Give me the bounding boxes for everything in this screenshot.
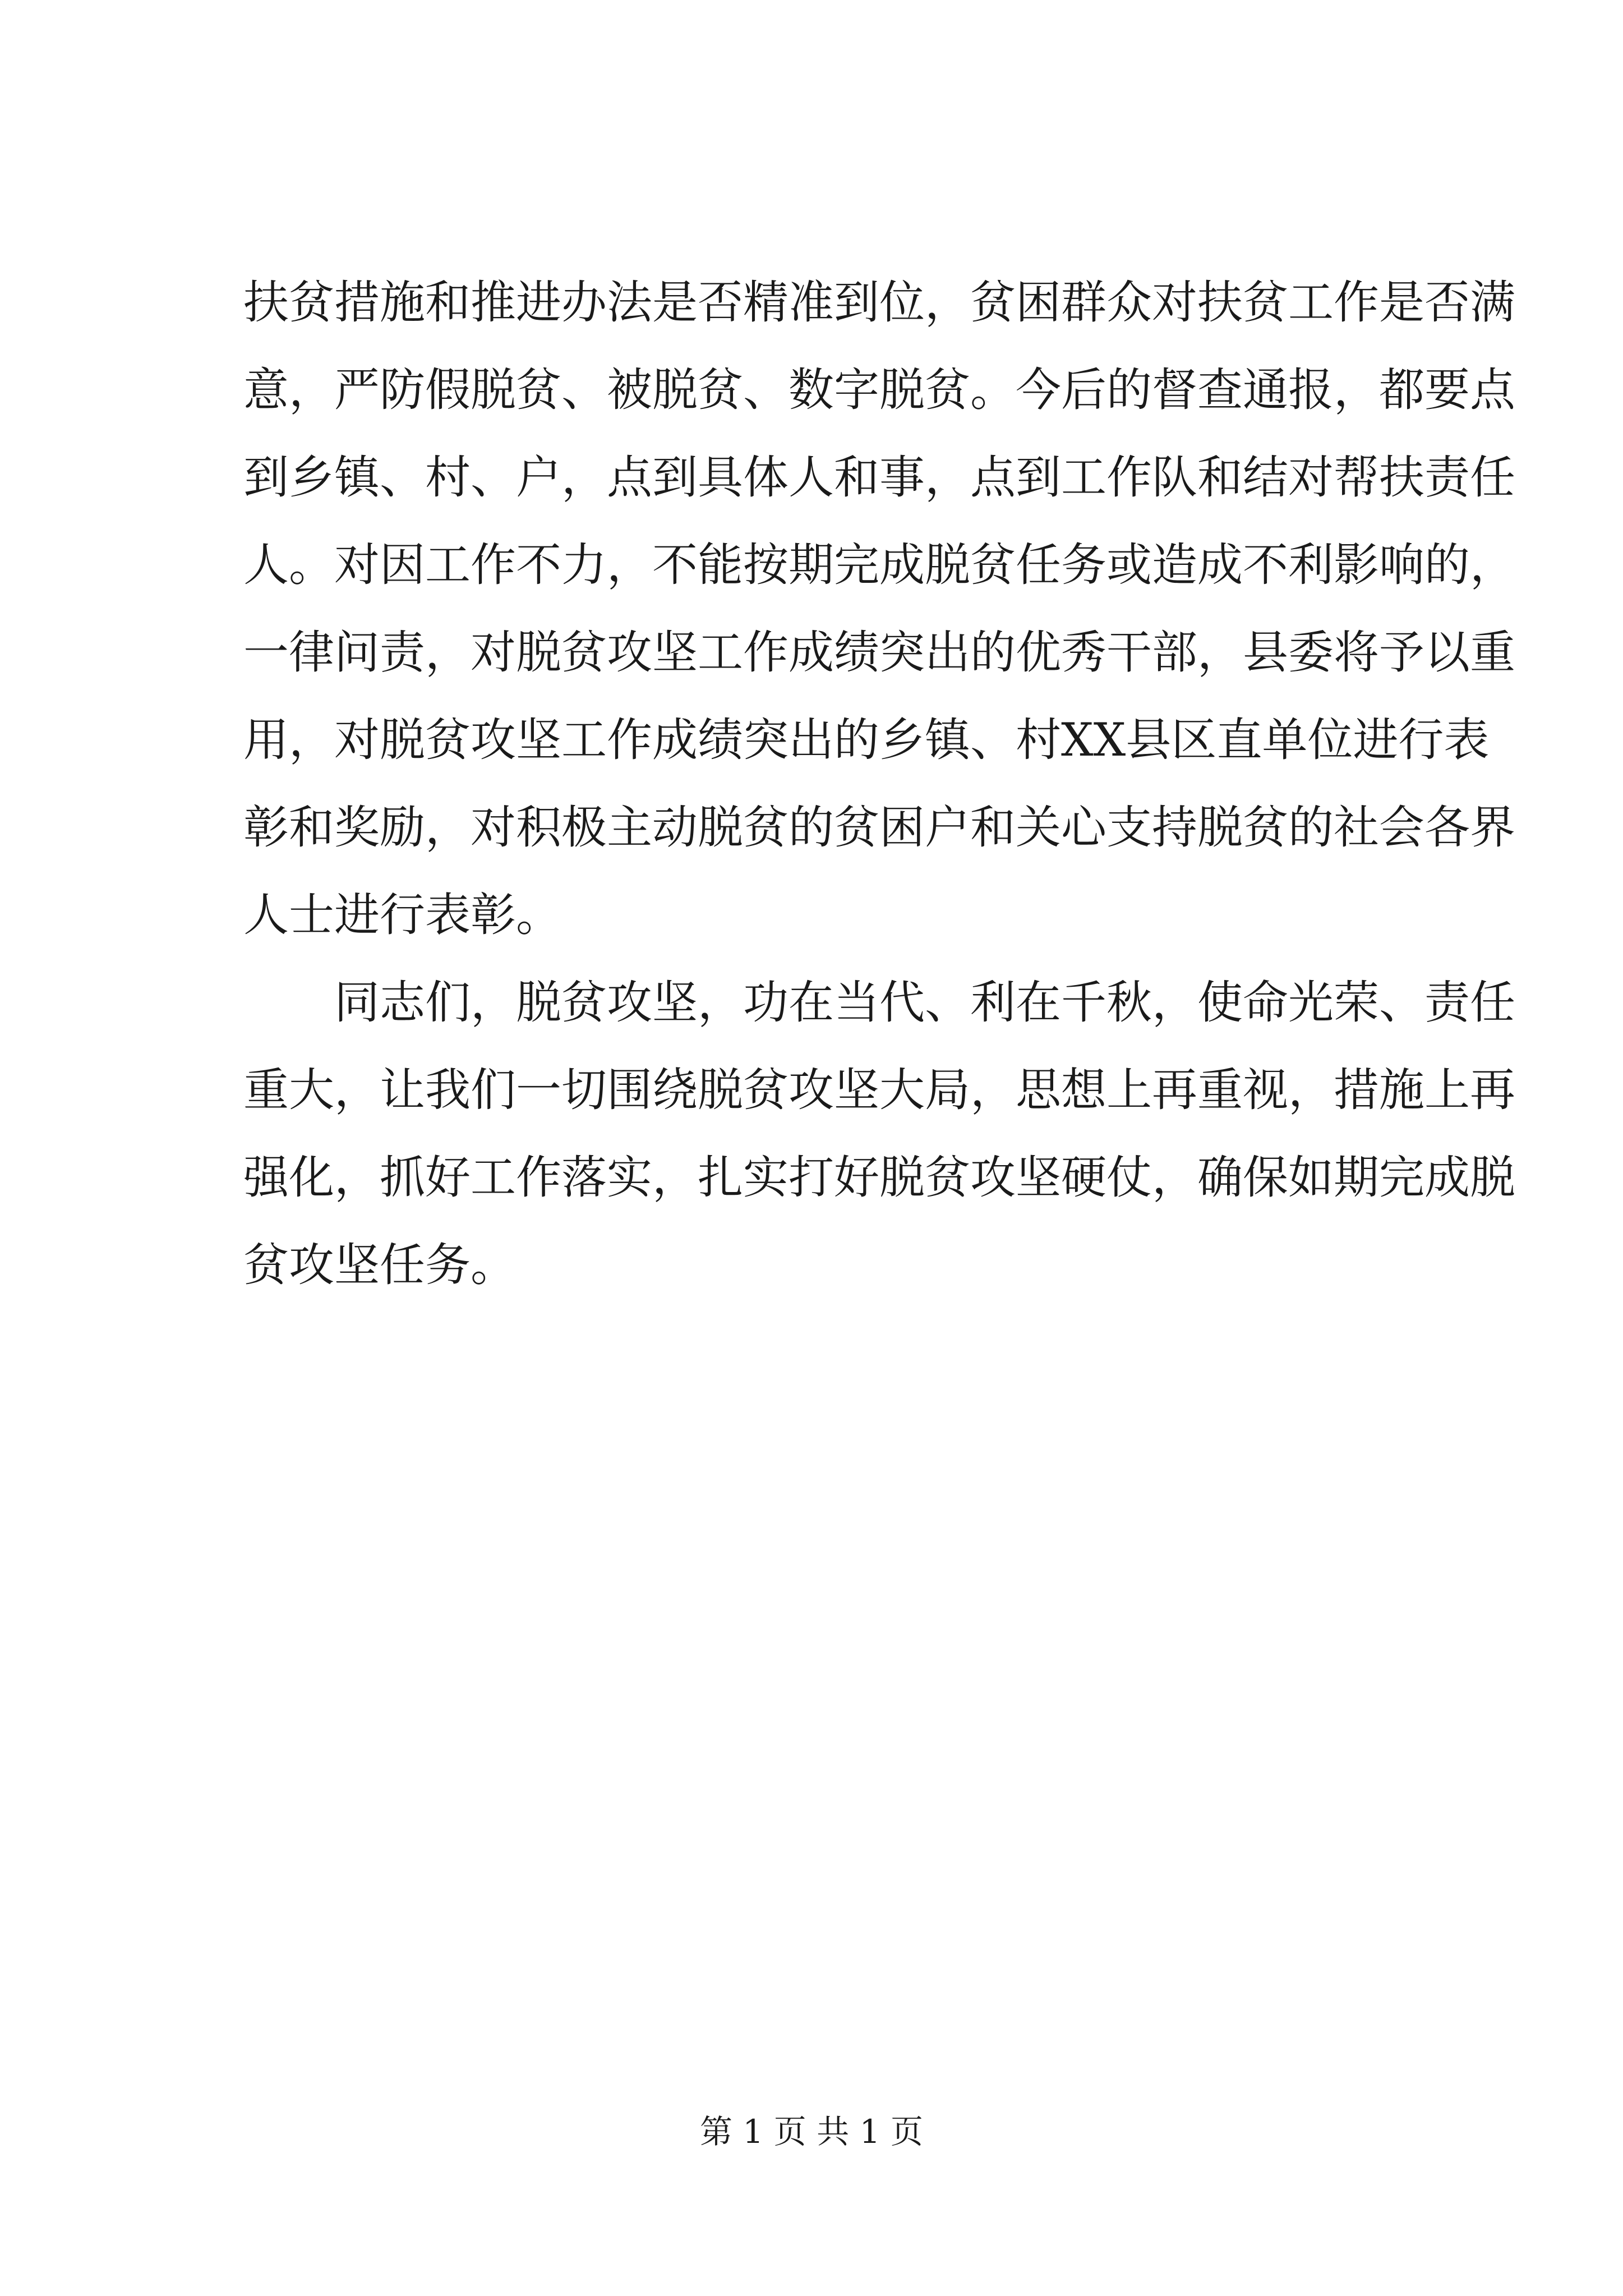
paragraph-2-line-1: 同志们，脱贫攻坚，功在当代、利在千秋，使命光荣、责任 — [334, 977, 1516, 1029]
paragraph-1-line-8: 人士进行表彰。 — [243, 889, 562, 942]
paragraph-1-line-5: 一律问责，对脱贫攻坚工作成绩突出的优秀干部，县委将予以重 — [243, 627, 1516, 679]
paragraph-1-line-6: 用，对脱贫攻坚工作成绩突出的乡镇、村XX县区直单位进行表 — [243, 714, 1490, 767]
page-number-footer: 第 1 页 共 1 页 — [700, 2113, 923, 2151]
paragraph-1-line-3: 到乡镇、村、户，点到具体人和事，点到工作队和结对帮扶责任 — [243, 452, 1516, 504]
paragraph-2-line-4: 贫攻坚任务。 — [243, 1239, 517, 1292]
paragraph-2-line-2: 重大，让我们一切围绕脱贫攻坚大局，思想上再重视，措施上再 — [243, 1064, 1516, 1117]
paragraph-1-line-2: 意，严防假脱贫、被脱贫、数字脱贫。今后的督查通报，都要点 — [243, 364, 1516, 417]
paragraph-1-line-4: 人。对因工作不力，不能按期完成脱贫任务或造成不利影响的， — [243, 539, 1516, 592]
paragraph-2-line-3: 强化，抓好工作落实，扎实打好脱贫攻坚硬仗，确保如期完成脱 — [243, 1152, 1516, 1204]
document-body — [243, 259, 1516, 1309]
paragraph-1-line-7: 彰和奖励，对积极主动脱贫的贫困户和关心支持脱贫的社会各界 — [243, 802, 1516, 854]
paragraph-1-line-1: 扶贫措施和推进办法是否精准到位，贫困群众对扶贫工作是否满 — [243, 277, 1516, 329]
